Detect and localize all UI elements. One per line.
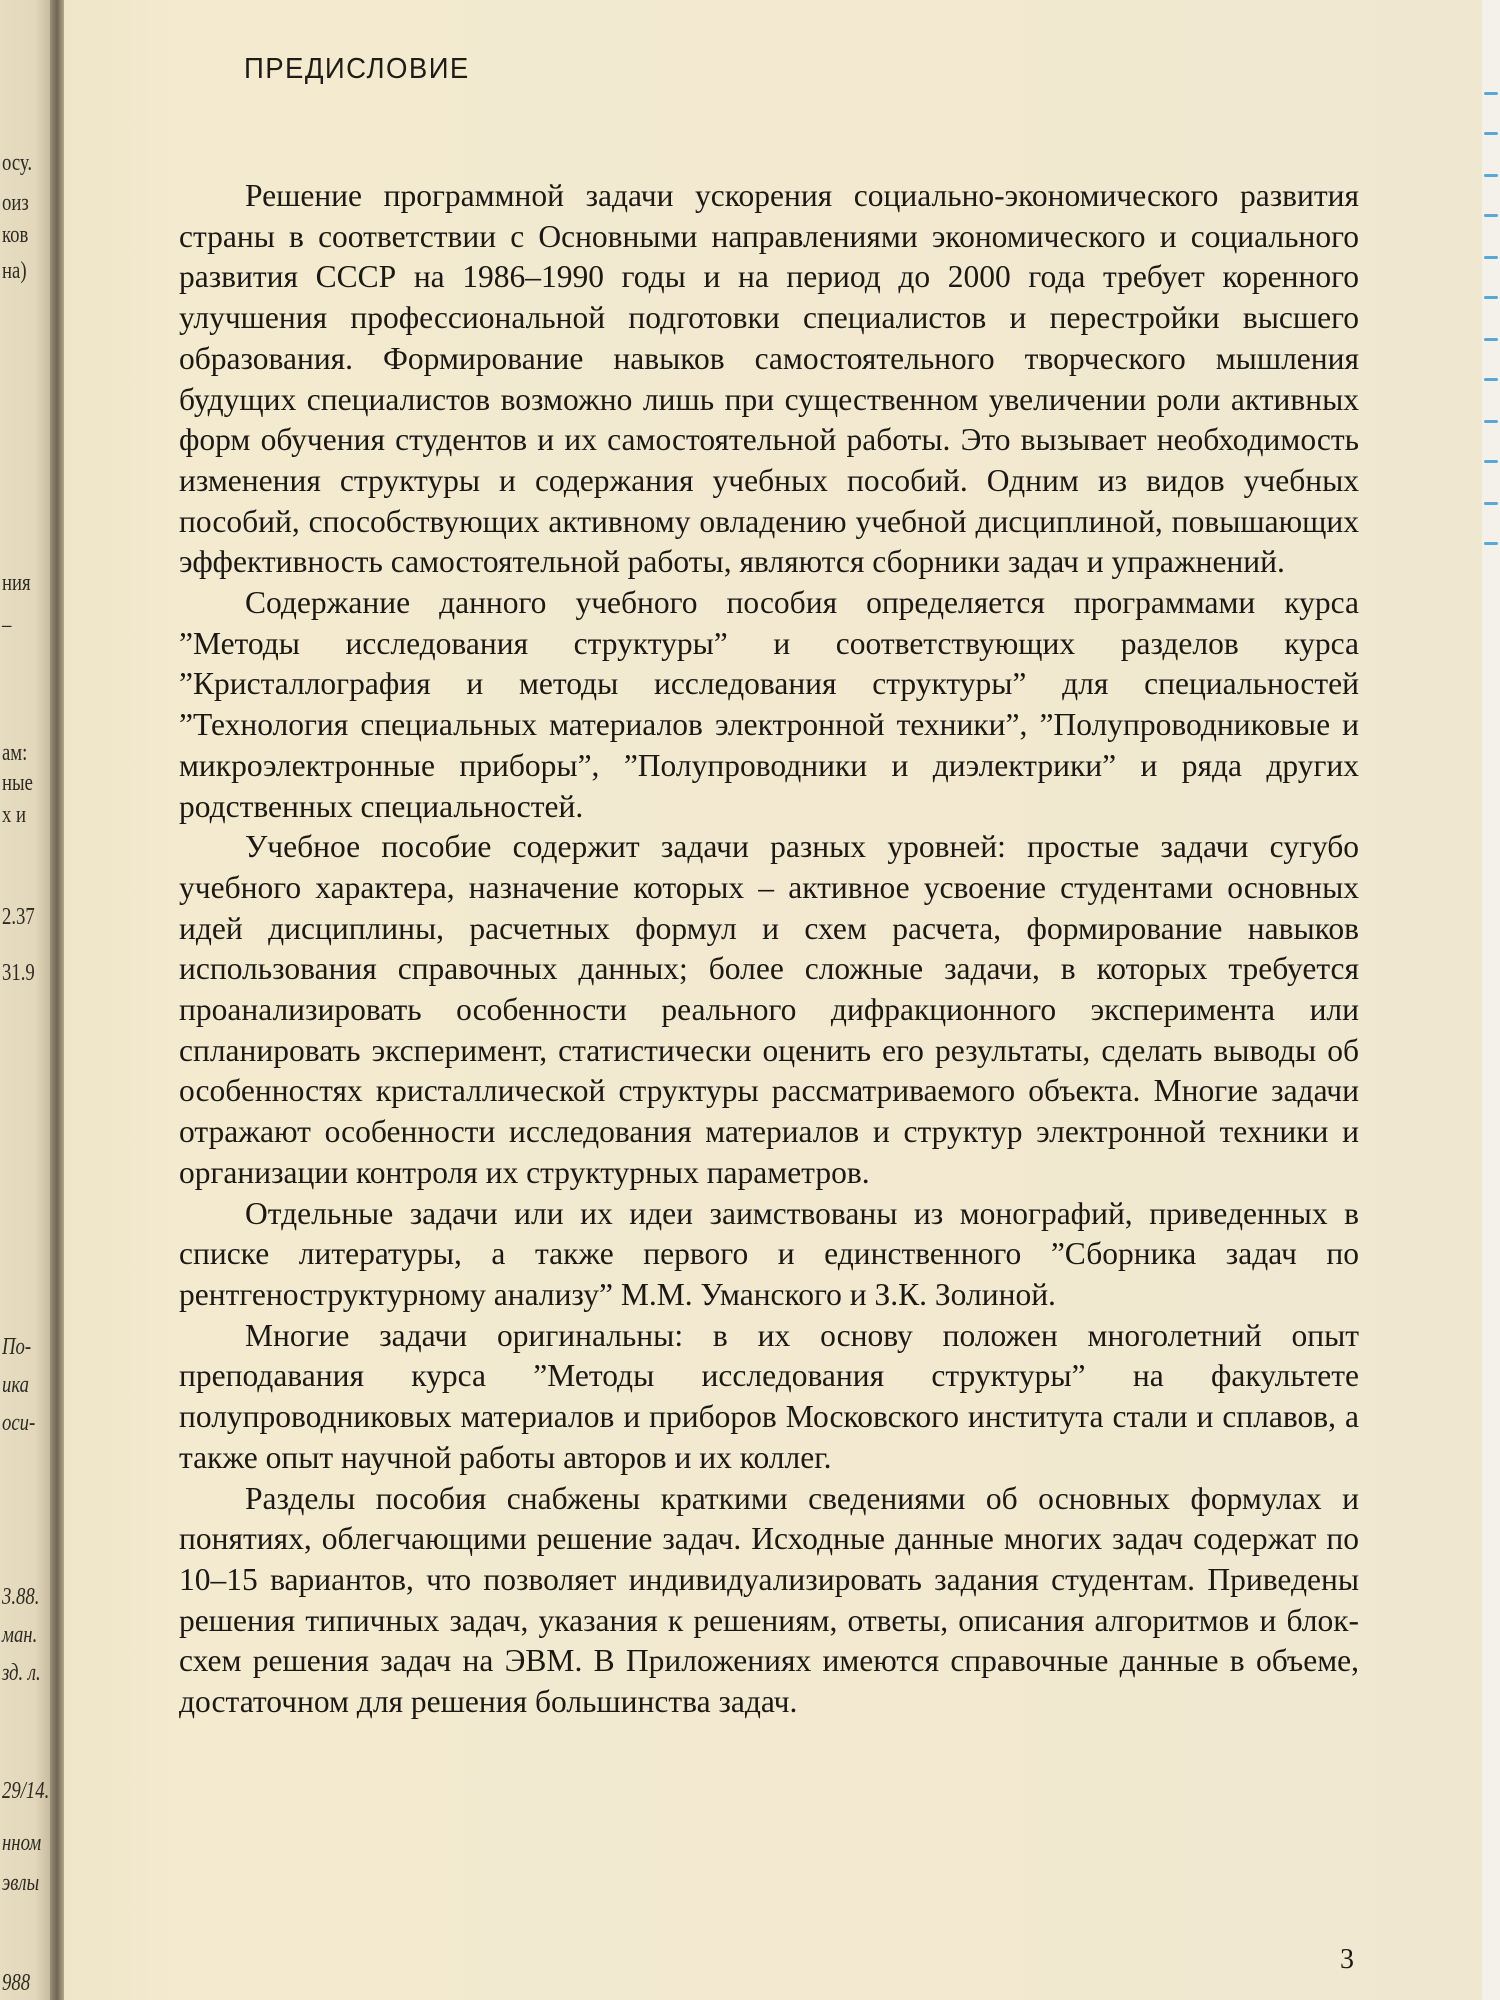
binder-paper-strip bbox=[1482, 0, 1500, 2000]
facing-page-fragment: зд. л. bbox=[2, 1660, 41, 1686]
facing-page-fragment: ам: bbox=[2, 740, 28, 766]
facing-page-fragment: 29/14. bbox=[2, 1778, 50, 1804]
paragraph: Многие задачи оригинальны: в их основу положен многолетний опыт преподавания курса ”Методы исследования структуры” на факультете полупроводниковых материалов и приборов Московского института стали и сплавов, а также опыт научной работы авторов и их коллег. bbox=[179, 1317, 1359, 1475]
binder-mark bbox=[1484, 502, 1498, 505]
binder-mark bbox=[1484, 460, 1498, 463]
paragraph: Решение программной задачи ускорения социально-экономического развития страны в соответствии с Основными направлениями экономического и социального развития СССР на 1986–1990 годы и на период до 2000 года требует коренного улучшения профессиональной подготовки специалистов и перестройки высшего образования. Формирование навыков самостоятельного творческого мышления будущих специалистов возможно лишь при существенном увеличении роли активных форм обучения студентов и их самостоятельной работы. Это вызывает необходимость изменения структуры и содержания учебных пособий. Одним из видов учебных пособий, способствующих активному овладению учебной дисциплиной, повышающих эффективность самостоятельной работы, являются сборники задач и упражнений. bbox=[179, 178, 1359, 580]
facing-page-fragment: По- bbox=[2, 1334, 32, 1360]
paragraph: Содержание данного учебного пособия определяется программами курса ”Методы исследования структуры” и соответствующих разделов курса ”Кристаллография и методы исследования структуры” для специальностей ”Технология специальных материалов электронной техники”, ”Полупроводниковые и микроэлектронные приборы”, ”Полупроводники и диэлектрики” и ряда других родственных специальностей. bbox=[179, 585, 1359, 824]
facing-page-fragment: 988 bbox=[2, 1970, 31, 1996]
facing-page-fragment: ные bbox=[2, 770, 33, 796]
paragraph: Учебное пособие содержит задачи разных уровней: простые задачи сугубо учебного характера, назначение которых – активное усвоение студентами основных идей дисциплины, расчетных формул и схем расчета, формирование навыков использования справочных данных; более сложные задачи, в которых требуется проанализировать особенности реального дифракционного эксперимента или спланировать эксперимент, статистически оценить его результаты, сделать выводы об особенностях кристаллической структуры рассматриваемого объекта. Многие задачи отражают особенности исследования материалов и структур электронной техники и организации контроля их структурных параметров. bbox=[179, 829, 1359, 1190]
binder-mark bbox=[1484, 296, 1498, 299]
facing-page-fragment: нном bbox=[2, 1830, 42, 1856]
binder-mark bbox=[1484, 542, 1498, 545]
facing-page-fragment: 3.88. bbox=[2, 1584, 40, 1610]
facing-page-fragment: эвлы bbox=[2, 1870, 40, 1896]
facing-page-fragment: на) bbox=[2, 258, 27, 284]
binder-mark bbox=[1484, 378, 1498, 381]
preface-text bbox=[179, 176, 1359, 1723]
page-title: ПРЕДИСЛОВИЕ bbox=[244, 53, 470, 85]
paragraph: Разделы пособия снабжены краткими сведениями об основных формулах и понятиях, облегчающими решение задач. Исходные данные многих задач содержат по 10–15 вариантов, что позволяет индивидуализировать задания студентам. Приведены решения типичных задач, указания к решениям, ответы, описания алгоритмов и блок-схем решения задач на ЭВМ. В Приложениях имеются справочные данные в объеме, достаточном для решения большинства задач. bbox=[179, 1480, 1359, 1720]
book-gutter bbox=[50, 0, 64, 2000]
binder-mark bbox=[1484, 256, 1498, 259]
facing-page-fragment: ика bbox=[2, 1372, 30, 1398]
paragraph: Отдельные задачи или их идеи заимствованы из монографий, приведенных в списке литературы, а также первого и единственного ”Сборника задач по рентгеноструктурному анализу” М.М. Уманского и З.К. Золиной. bbox=[179, 1195, 1359, 1312]
facing-page-fragment: 2.37 bbox=[2, 904, 35, 930]
facing-page-fragment: ков bbox=[2, 222, 29, 248]
facing-page-fragment: оси- bbox=[2, 1410, 36, 1436]
binder-mark bbox=[1484, 338, 1498, 341]
binder-mark bbox=[1484, 420, 1498, 423]
facing-page-fragment: ман. bbox=[2, 1622, 38, 1648]
facing-page-fragment: ния bbox=[2, 570, 31, 596]
facing-page-fragment: осу. bbox=[2, 150, 33, 176]
binder-mark bbox=[1484, 214, 1498, 217]
binder-mark bbox=[1484, 92, 1498, 95]
page-number: 3 bbox=[1340, 1944, 1354, 1975]
facing-page-fragment: 31.9 bbox=[2, 960, 35, 986]
binder-mark bbox=[1484, 132, 1498, 135]
book-page bbox=[64, 0, 1500, 2000]
facing-page-fragment: х и bbox=[2, 802, 27, 828]
binder-mark bbox=[1484, 174, 1498, 177]
facing-page-fragment: – bbox=[2, 612, 12, 638]
facing-page-fragment: оиз bbox=[2, 190, 29, 216]
